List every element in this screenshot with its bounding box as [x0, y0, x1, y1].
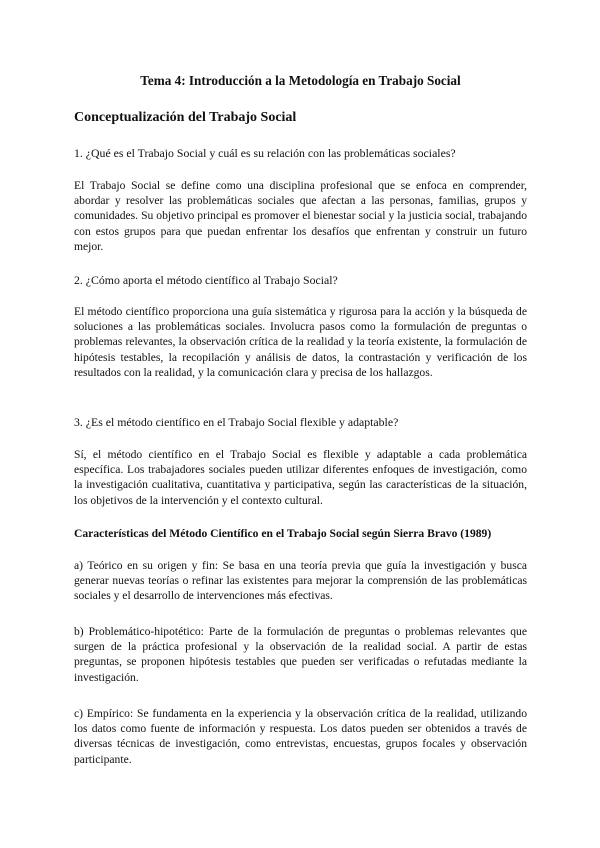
answer-1: El Trabajo Social se define como una disciplina profesional que se enfoca en comprender, abordar y resolver las problemáticas sociales que afectan a las personas, familias, grupos y comunidades. Su objetivo principal es promover el bienestar social y la justicia social, trabajando con estos grupos para que puedan enfrentar los desafíos que enfrentan y construir un futuro mejor.	[74, 179, 527, 253]
section-heading: Conceptualización del Trabajo Social	[74, 110, 297, 125]
question-2: 2. ¿Cómo aporta el método científico al Trabajo Social?	[74, 273, 338, 287]
characteristic-c: c) Empírico: Se fundamenta en la experiencia y la observación crítica de la realidad, utilizando los datos como fuente de información y respuesta. Los datos pueden ser obtenidos a través de diversas técnicas de investigación, como entrevistas, encuestas, grupos focales y observación participante.	[74, 707, 527, 766]
characteristics-heading: Características del Método Científico en el Trabajo Social según Sierra Bravo (1989)	[74, 527, 492, 540]
answer-2: El método científico proporciona una guía sistemática y rigurosa para la acción y la búsqueda de soluciones a las problemáticas sociales. Involucra pasos como la formulación de preguntas o problemas relevantes, la observación crítica de la realidad y la teoría existente, la formulación de hipótesis testables, la recopilación y análisis de datos, la contrastación y verificación de los resultados con la realidad, y la comunicación clara y precisa de los hallazgos.	[74, 305, 527, 379]
characteristic-b: b) Problemático-hipotético: Parte de la formulación de preguntas o problemas relevantes que surgen de la práctica profesional y la observación de la realidad social. A partir de estas preguntas, se proponen hipótesis testables que pueden ser verificadas o refutadas mediante la investigación.	[74, 625, 527, 684]
question-3: 3. ¿Es el método científico en el Trabajo Social flexible y adaptable?	[74, 415, 399, 429]
question-1: 1. ¿Qué es el Trabajo Social y cuál es su relación con las problemáticas sociales?	[74, 146, 456, 160]
document-title: Tema 4: Introducción a la Metodología en Trabajo Social	[140, 73, 461, 88]
characteristic-a: a) Teórico en su origen y fin: Se basa en una teoría previa que guía la investigación y busca generar nuevas teorías o refinar las existentes para mejorar la comprensión de las problemáticas sociales y el desarrollo de intervenciones más efectivas.	[74, 559, 527, 603]
answer-3: Sí, el método científico en el Trabajo Social es flexible y adaptable a cada problemática específica. Los trabajadores sociales pueden utilizar diferentes enfoques de investigación, como la investigación cualitativa, cuantitativa y participativa, según las características de la situación, los objetivos de la intervención y el contexto cultural.	[74, 448, 527, 507]
